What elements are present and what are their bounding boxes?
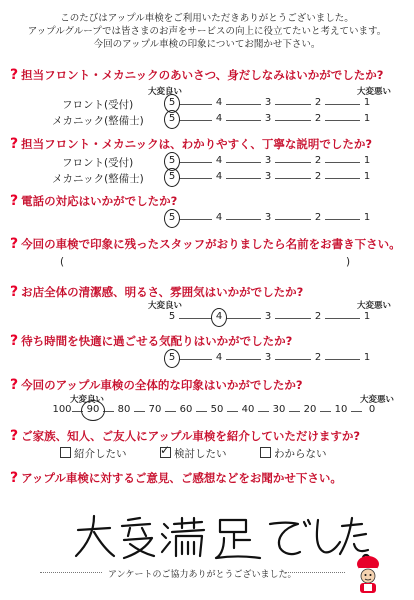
question-text: 担当フロント・メカニックのあいさつ、身だしなみはいかがでしたか? — [21, 68, 384, 82]
staff-name-field[interactable] — [70, 255, 340, 269]
scale-divider — [275, 359, 311, 360]
scale-divider — [325, 178, 360, 179]
check-icon: ✓ — [160, 443, 171, 457]
question-text: 電話の対応はいかがでしたか? — [21, 194, 178, 208]
scale-divider — [325, 359, 360, 360]
scale-divider — [275, 318, 311, 319]
selected-rating-circle — [164, 110, 180, 129]
scale-divider — [325, 162, 360, 163]
scale-divider — [226, 359, 261, 360]
rating-option-1[interactable]: 1 — [363, 155, 371, 166]
question-5 — [10, 284, 303, 300]
rating-option-4[interactable]: 4 — [215, 212, 223, 223]
score-option-90[interactable]: 90 — [86, 404, 100, 415]
score-option-20[interactable]: 20 — [303, 404, 317, 415]
rating-option-3[interactable]: 3 — [264, 171, 272, 182]
question-text: ご家族、知人、ご友人にアップル車検を紹介していただけますか? — [21, 429, 361, 443]
question-text: 担当フロント・メカニックは、わかりやすく、丁寧な説明でしたか? — [21, 137, 373, 151]
option-recommend[interactable] — [60, 446, 127, 461]
rating-option-2[interactable]: 2 — [314, 97, 322, 108]
rating-option-2[interactable]: 2 — [314, 311, 322, 322]
scale-divider — [275, 219, 311, 220]
question-text: 待ち時間を快適に過ごせる気配りはいかがでしたか? — [21, 334, 293, 348]
score-option-50[interactable]: 50 — [210, 404, 224, 415]
scale-worst-label: 大変悪い — [357, 87, 392, 97]
handwritten-comment — [70, 512, 370, 567]
score-option-60[interactable]: 60 — [179, 404, 193, 415]
scale-divider — [179, 162, 212, 163]
rating-option-2[interactable]: 2 — [314, 171, 322, 182]
rating-option-2[interactable]: 2 — [314, 155, 322, 166]
rating-option-3[interactable]: 3 — [264, 352, 272, 363]
scale-divider — [275, 178, 311, 179]
rating-option-5[interactable]: 5 — [168, 113, 176, 124]
footer-rule — [285, 572, 345, 573]
rating-option-3[interactable]: 3 — [264, 155, 272, 166]
question-1 — [10, 67, 383, 83]
footer-thanks: アンケートのご協力ありがとうございました。 — [108, 570, 297, 580]
scale-divider — [226, 104, 261, 105]
score-option-0[interactable]: 0 — [368, 404, 376, 415]
question-3 — [10, 193, 177, 209]
rating-option-5[interactable]: 5 — [168, 171, 176, 182]
rating-option-3[interactable]: 3 — [264, 212, 272, 223]
selected-rating-circle — [164, 209, 180, 228]
rating-option-1[interactable]: 1 — [363, 212, 371, 223]
scale-divider — [275, 104, 311, 105]
intro-line: 今回のアップル車検の印象についてお聞かせ下さい。 — [93, 39, 321, 50]
intro-line: このたびはアップル車検をご利用いただきありがとうございました。 — [60, 13, 354, 24]
score-option-80[interactable]: 80 — [117, 404, 131, 415]
question-4 — [10, 236, 401, 252]
scale-divider — [325, 120, 360, 121]
question-mark-icon: ? — [10, 67, 19, 83]
scale-divider — [179, 318, 212, 319]
score-option-10[interactable]: 10 — [334, 404, 348, 415]
scale-divider — [226, 178, 261, 179]
scale-divider — [179, 104, 212, 105]
scale-divider — [325, 104, 360, 105]
score-option-40[interactable]: 40 — [241, 404, 255, 415]
rating-option-2[interactable]: 2 — [314, 352, 322, 363]
rating-option-3[interactable]: 3 — [264, 311, 272, 322]
question-mark-icon: ? — [10, 136, 19, 152]
rating-option-3[interactable]: 3 — [264, 97, 272, 108]
question-2 — [10, 136, 372, 152]
scale-divider — [226, 219, 261, 220]
selected-rating-circle — [211, 308, 227, 327]
scale-divider — [179, 178, 212, 179]
row-mechanic-label: メカニック(整備士) — [52, 173, 144, 185]
rating-option-5[interactable]: 5 — [168, 352, 176, 363]
question-text: 今回のアップル車検の全体的な印象はいかがでしたか? — [21, 378, 303, 392]
selected-rating-circle — [164, 168, 180, 187]
rating-option-2[interactable]: 2 — [314, 212, 322, 223]
question-8 — [10, 428, 360, 444]
question-text: 今回の車検で印象に残ったスタッフがおりましたら名前をお書き下さい。 — [21, 237, 401, 251]
option-label: 紹介したい — [74, 448, 127, 460]
scale-worst-label: 大変悪い — [360, 395, 395, 405]
rating-option-4[interactable]: 4 — [215, 171, 223, 182]
rating-option-5[interactable]: 5 — [168, 212, 176, 223]
question-mark-icon: ? — [10, 377, 19, 393]
scale-divider — [226, 120, 261, 121]
option-unsure[interactable] — [260, 446, 327, 461]
scale-worst-label: 大変悪い — [357, 301, 392, 311]
option-consider[interactable] — [160, 443, 227, 461]
staff-name-close-paren: ) — [346, 256, 351, 268]
question-mark-icon: ? — [10, 470, 19, 486]
checkbox-checked[interactable] — [160, 443, 171, 458]
footer-rule — [40, 572, 102, 573]
question-mark-icon: ? — [10, 193, 19, 209]
score-option-30[interactable]: 30 — [272, 404, 286, 415]
intro-line: アップルグループでは皆さまのお声をサービスの向上に役立てたいと考えています。 — [27, 26, 387, 37]
rating-option-4[interactable]: 4 — [215, 155, 223, 166]
scale-divider — [179, 120, 212, 121]
scale-divider — [179, 359, 212, 360]
checkbox[interactable] — [260, 447, 271, 458]
rating-option-1[interactable]: 1 — [363, 311, 371, 322]
scale-divider — [179, 219, 212, 220]
question-text: お店全体の清潔感、明るさ、雰囲気はいかがでしたか? — [21, 285, 304, 299]
question-mark-icon: ? — [10, 333, 19, 349]
row-mechanic-label: メカニック(整備士) — [52, 115, 144, 127]
rating-option-4[interactable]: 4 — [215, 352, 223, 363]
scale-divider — [226, 162, 261, 163]
scale-best-label: 大変良い — [148, 87, 183, 97]
scale-best-label: 大変良い — [148, 301, 183, 311]
rating-option-4[interactable]: 4 — [215, 311, 223, 322]
rating-option-4[interactable]: 4 — [215, 113, 223, 124]
row-front-label: フロント(受付) — [62, 157, 134, 169]
selected-rating-circle — [164, 349, 180, 368]
scale-divider — [226, 318, 261, 319]
rating-option-3[interactable]: 3 — [264, 113, 272, 124]
score-option-70[interactable]: 70 — [148, 404, 162, 415]
option-label: わからない — [274, 448, 327, 460]
question-mark-icon: ? — [10, 236, 19, 252]
rating-option-5[interactable]: 5 — [168, 155, 176, 166]
question-mark-icon: ? — [10, 428, 19, 444]
rating-option-5[interactable]: 5 — [168, 97, 176, 108]
apple-mascot-icon — [350, 554, 386, 594]
row-front-label: フロント(受付) — [62, 99, 134, 111]
scale-divider — [275, 162, 311, 163]
selected-score-circle — [81, 400, 105, 421]
rating-option-1[interactable]: 1 — [363, 97, 371, 108]
rating-option-1[interactable]: 1 — [363, 171, 371, 182]
question-9 — [10, 470, 342, 486]
score-option-100[interactable]: 100 — [52, 404, 72, 415]
option-label: 検討したい — [174, 448, 227, 460]
question-7 — [10, 377, 303, 393]
scale-divider — [275, 120, 311, 121]
staff-name-open-paren: ( — [60, 256, 65, 268]
rating-option-4[interactable]: 4 — [215, 97, 223, 108]
scale-divider — [325, 219, 360, 220]
question-6 — [10, 333, 292, 349]
question-mark-icon: ? — [10, 284, 19, 300]
question-text: アップル車検に対するご意見、ご感想などをお聞かせ下さい。 — [21, 471, 342, 485]
intro-text — [0, 12, 414, 51]
rating-option-2[interactable]: 2 — [314, 113, 322, 124]
rating-option-5[interactable]: 5 — [168, 311, 176, 322]
scale-divider — [325, 318, 360, 319]
rating-option-1[interactable]: 1 — [363, 113, 371, 124]
checkbox[interactable] — [60, 447, 71, 458]
rating-option-1[interactable]: 1 — [363, 352, 371, 363]
scale-best-label: 大変良い — [70, 395, 105, 405]
